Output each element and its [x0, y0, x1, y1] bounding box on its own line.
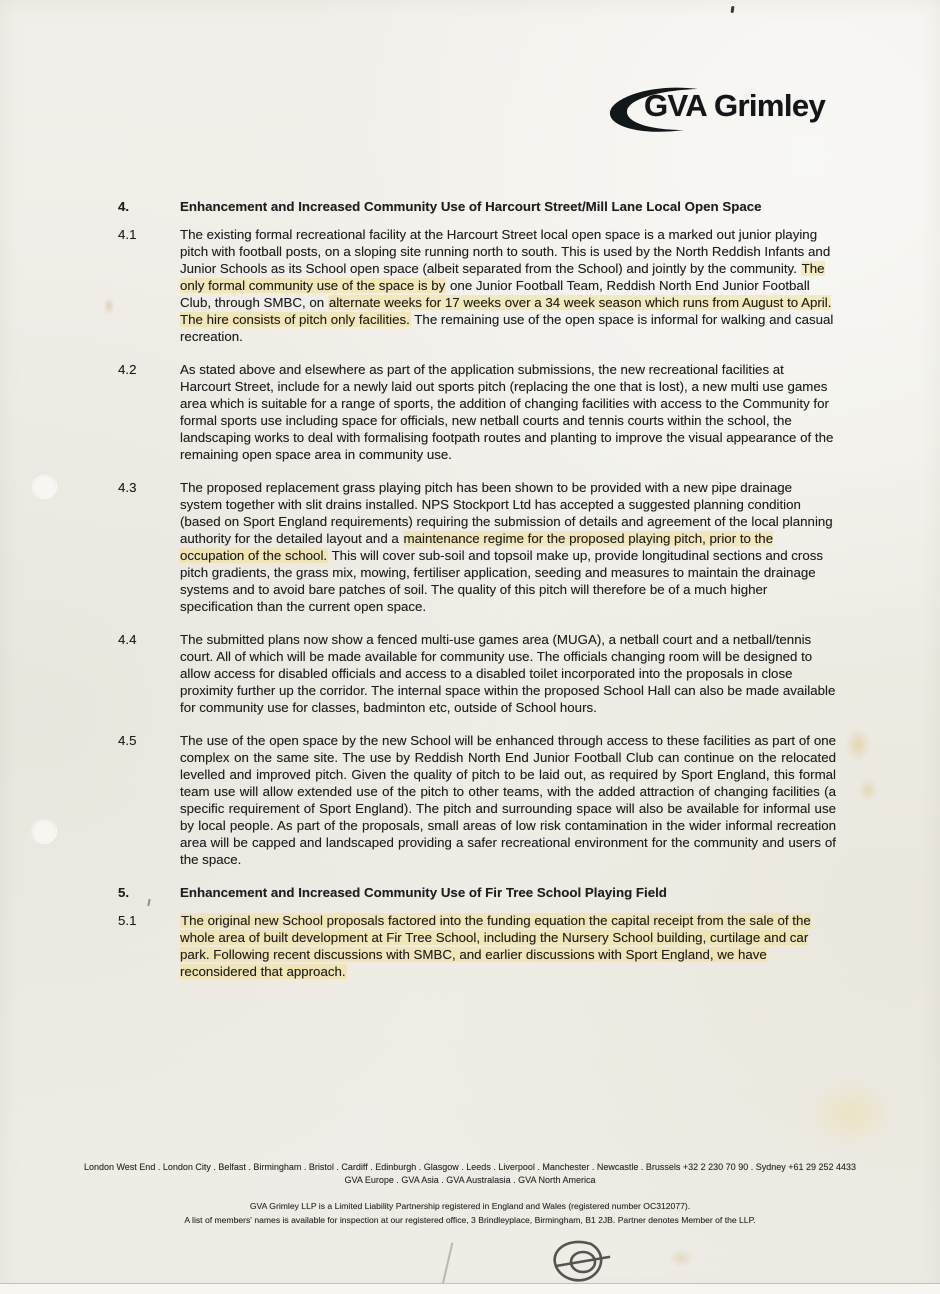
highlighted-text: The original new School proposals factored into the funding equation the capital receipt from the sale of the whole area of built development at Fir Tree School, including the Nursery School building, curtilage and car park. Following recent discussions with SMBC, and earlier discussions with Sport England, we have reconsidered that approach.	[180, 913, 811, 979]
paragraph-number: 4.1	[118, 227, 137, 242]
paragraph-row	[118, 631, 836, 716]
body-text: The use of the open space by the new School will be enhanced through access to these facilities as part of one complex on the same site. The use by Reddish North End Junior Football Club can continue on the relocated levelled and improved pitch. Given the quality of pitch to be laid out, as required by Sport England, this formal team use will allow extended use of the pitch to other teams, with the added attraction of changing facilities (a specific requirement of Sport England). The pitch and surrounding space will also be available for informal use by local people. As part of the proposals, small areas of low risk contamination in the wider informal recreation area will be capped and landscaped providing a safer recreational environment for the community and users of the space.	[180, 733, 836, 867]
body-text: one Junior Football Team, Reddish North End Junior Football Club, through SMBC, on	[180, 278, 810, 310]
paragraph-text	[180, 631, 836, 716]
paragraph-number: 5.1	[118, 913, 137, 928]
paragraph-row	[118, 912, 836, 980]
pen-scribble-icon	[545, 1236, 625, 1290]
hole-punch-top	[30, 472, 56, 498]
section-heading: Enhancement and Increased Community Use of Fir Tree School Playing Field	[180, 885, 667, 900]
footer-regions-line: GVA Europe . GVA Asia . GVA Australasia . GVA North America	[344, 1175, 596, 1185]
section-number: 5.	[118, 885, 130, 900]
paragraph-row	[118, 361, 836, 463]
paper-stain	[845, 728, 871, 762]
paragraph-text	[180, 479, 836, 615]
paragraph-number: 4.4	[118, 632, 137, 647]
letterhead-footer	[0, 1162, 940, 1225]
body-text: As stated above and elsewhere as part of the application submissions, the new recreational facilities at Harcourt Street, include for a newly laid out sports pitch (replacing the one that is lost), a new multi use games area which is suitable for a range of sports, the addition of changing facilities with access to the Community for formal sports use including space for officials, new netball courts and tennis courts within the school, the landscaping works to deal with formalising footpath routes and planting to improve the visual appearance of the remaining open space area in community use.	[180, 362, 834, 462]
footer-members-line: A list of members' names is available for inspection at our registered office, 3 Brindleyplace, Birmingham, B1 2JB. Partner denotes Member of the LLP.	[184, 1215, 756, 1225]
hole-punch-bottom	[30, 817, 56, 843]
section-number: 4.	[118, 199, 130, 214]
section-heading-row	[118, 884, 836, 901]
sections	[118, 198, 836, 980]
paragraph-row	[118, 226, 836, 345]
paper-stain	[858, 778, 878, 802]
paragraph-text	[180, 732, 836, 868]
paragraph-text	[180, 226, 836, 345]
section-heading-row	[118, 198, 836, 215]
logo-wordmark: GVA Grimley	[644, 88, 826, 123]
body-text: The proposed replacement grass playing pitch has been shown to be provided with a new pipe drainage system together with slit drains installed. NPS Stockport Ltd has accepted a suggested planning condition (based on Sport England requirements) requiring the submission of details and agreement of the local planning authority for the detailed layout and a	[180, 480, 833, 546]
paragraph-number: 4.2	[118, 362, 137, 377]
paper-bottom-edge	[0, 1283, 940, 1294]
footer-offices-line: London West End . London City . Belfast . Birmingham . Bristol . Cardiff . Edinburgh . Glasgow . Leeds . Liverpool . Manchester . Newcastle . Brussels +32 2 230 70 90 . Sydney +61 29 252 4433	[83, 1162, 857, 1172]
paragraph-text	[180, 912, 836, 980]
paragraph-number: 4.5	[118, 733, 137, 748]
body-text: The submitted plans now show a fenced multi-use games area (MUGA), a netball court and a netball/tennis court. All of which will be made available for community use. The officials changing room will be designed to allow access for disabled officials and access to a disabled toilet incorporated into the proposals in close proximity further up the corridor. The internal space within the proposed School Hall can also be made available for community use for classes, badminton etc, outside of School hours.	[180, 632, 836, 715]
paper-stain	[104, 298, 114, 314]
highlighted-text: alternate weeks for 17 weeks over a 34 week season which runs from August to April. The hire consists of pitch only facilities.	[180, 295, 832, 327]
body-text: This will cover sub-soil and topsoil make up, provide longitudinal sections and cross pitch gradients, the grass mix, mowing, fertiliser application, seeding and measures to maintain the drainage systems and to avoid bare patches of soil. The quality of this pitch will therefore be of a much higher specification than the current open space.	[180, 548, 824, 614]
paragraph-row	[118, 732, 836, 868]
highlighted-text: The only formal community use of the space is by	[180, 261, 825, 293]
body-text: The remaining use of the open space is informal for walking and casual recreation.	[180, 312, 834, 344]
paragraph-row	[118, 479, 836, 615]
highlighted-text: maintenance regime for the proposed playing pitch, prior to the occupation of the school.	[180, 531, 774, 563]
paper-stain	[668, 1248, 694, 1268]
paragraph-text	[180, 361, 836, 463]
footer-registration-line: GVA Grimley LLP is a Limited Liability Partnership registered in England and Wales (registered number OC312077).	[249, 1201, 691, 1211]
highlighter-wash	[806, 1078, 896, 1148]
gva-grimley-logo	[598, 82, 848, 136]
body-text: The existing formal recreational facility at the Harcourt Street local open space is a marked out junior playing pitch with football posts, on a sloping site running north to south. This is used by the North Reddish Infants and Junior Schools as its School open space (albeit separated from the School) and jointly by the community.	[180, 227, 831, 276]
ink-speck	[731, 6, 735, 13]
document-body	[118, 198, 836, 996]
paragraph-number: 4.3	[118, 480, 137, 495]
section-heading: Enhancement and Increased Community Use of Harcourt Street/Mill Lane Local Open Space	[180, 199, 762, 214]
